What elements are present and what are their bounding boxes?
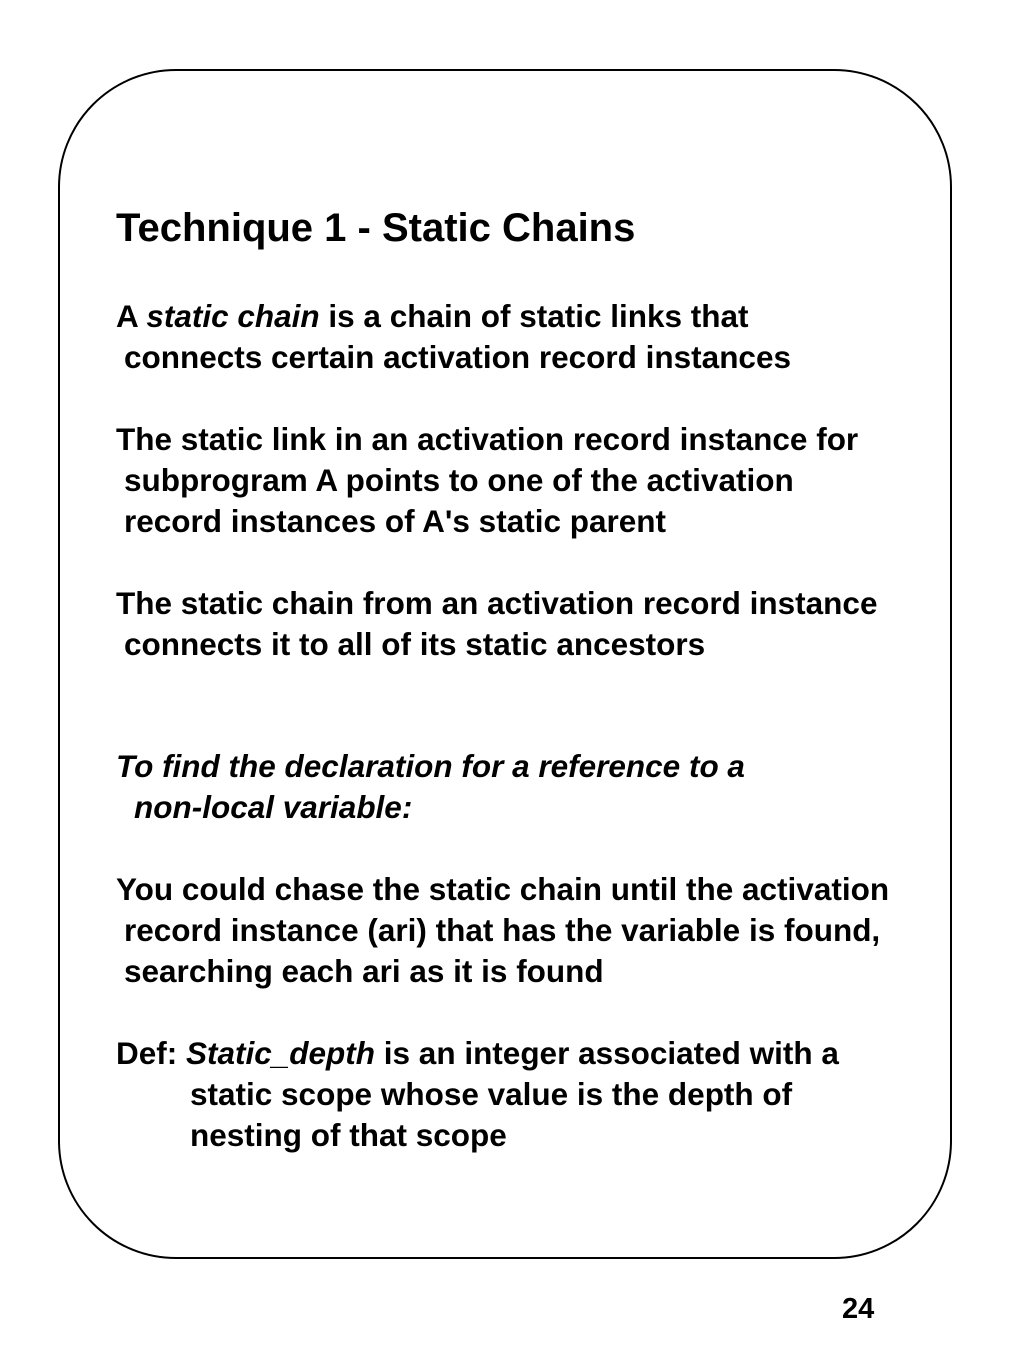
p5-line1: You could chase the static chain until the activation (116, 871, 890, 907)
p5-line3: searching each ari as it is found (124, 953, 604, 989)
p1-line2: connects certain activation record instances (124, 339, 791, 375)
p2-line2: subprogram A points to one of the activation (124, 462, 794, 498)
p6-line1-pre: Def: (116, 1035, 186, 1071)
p6-line1-post: is an integer associated with a (375, 1035, 839, 1071)
p2-line1: The static link in an activation record instance for (116, 421, 859, 457)
slide-title: Technique 1 - Static Chains (116, 206, 636, 250)
p1-line1-post: is a chain of static links that (319, 298, 749, 334)
term-static-depth: Static_depth (186, 1035, 376, 1071)
p6-line1 (116, 1033, 839, 1073)
p3-line1: The static chain from an activation record instance (116, 585, 878, 621)
p5-line2: record instance (ari) that has the variable is found, (124, 912, 881, 948)
p6-line2: static scope whose value is the depth of (190, 1076, 793, 1112)
p1-line1-pre: A (116, 298, 147, 334)
term-static-chain: static chain (146, 298, 320, 334)
p1-line1 (116, 296, 749, 336)
p6-line3: nesting of that scope (190, 1117, 507, 1153)
p4-line1: To find the declaration for a reference to a (116, 748, 745, 784)
p4-line2: non-local variable: (134, 789, 413, 825)
p3-line2: connects it to all of its static ancestors (124, 626, 706, 662)
p2-line3: record instances of A's static parent (124, 503, 666, 539)
page-number: 24 (842, 1293, 875, 1325)
